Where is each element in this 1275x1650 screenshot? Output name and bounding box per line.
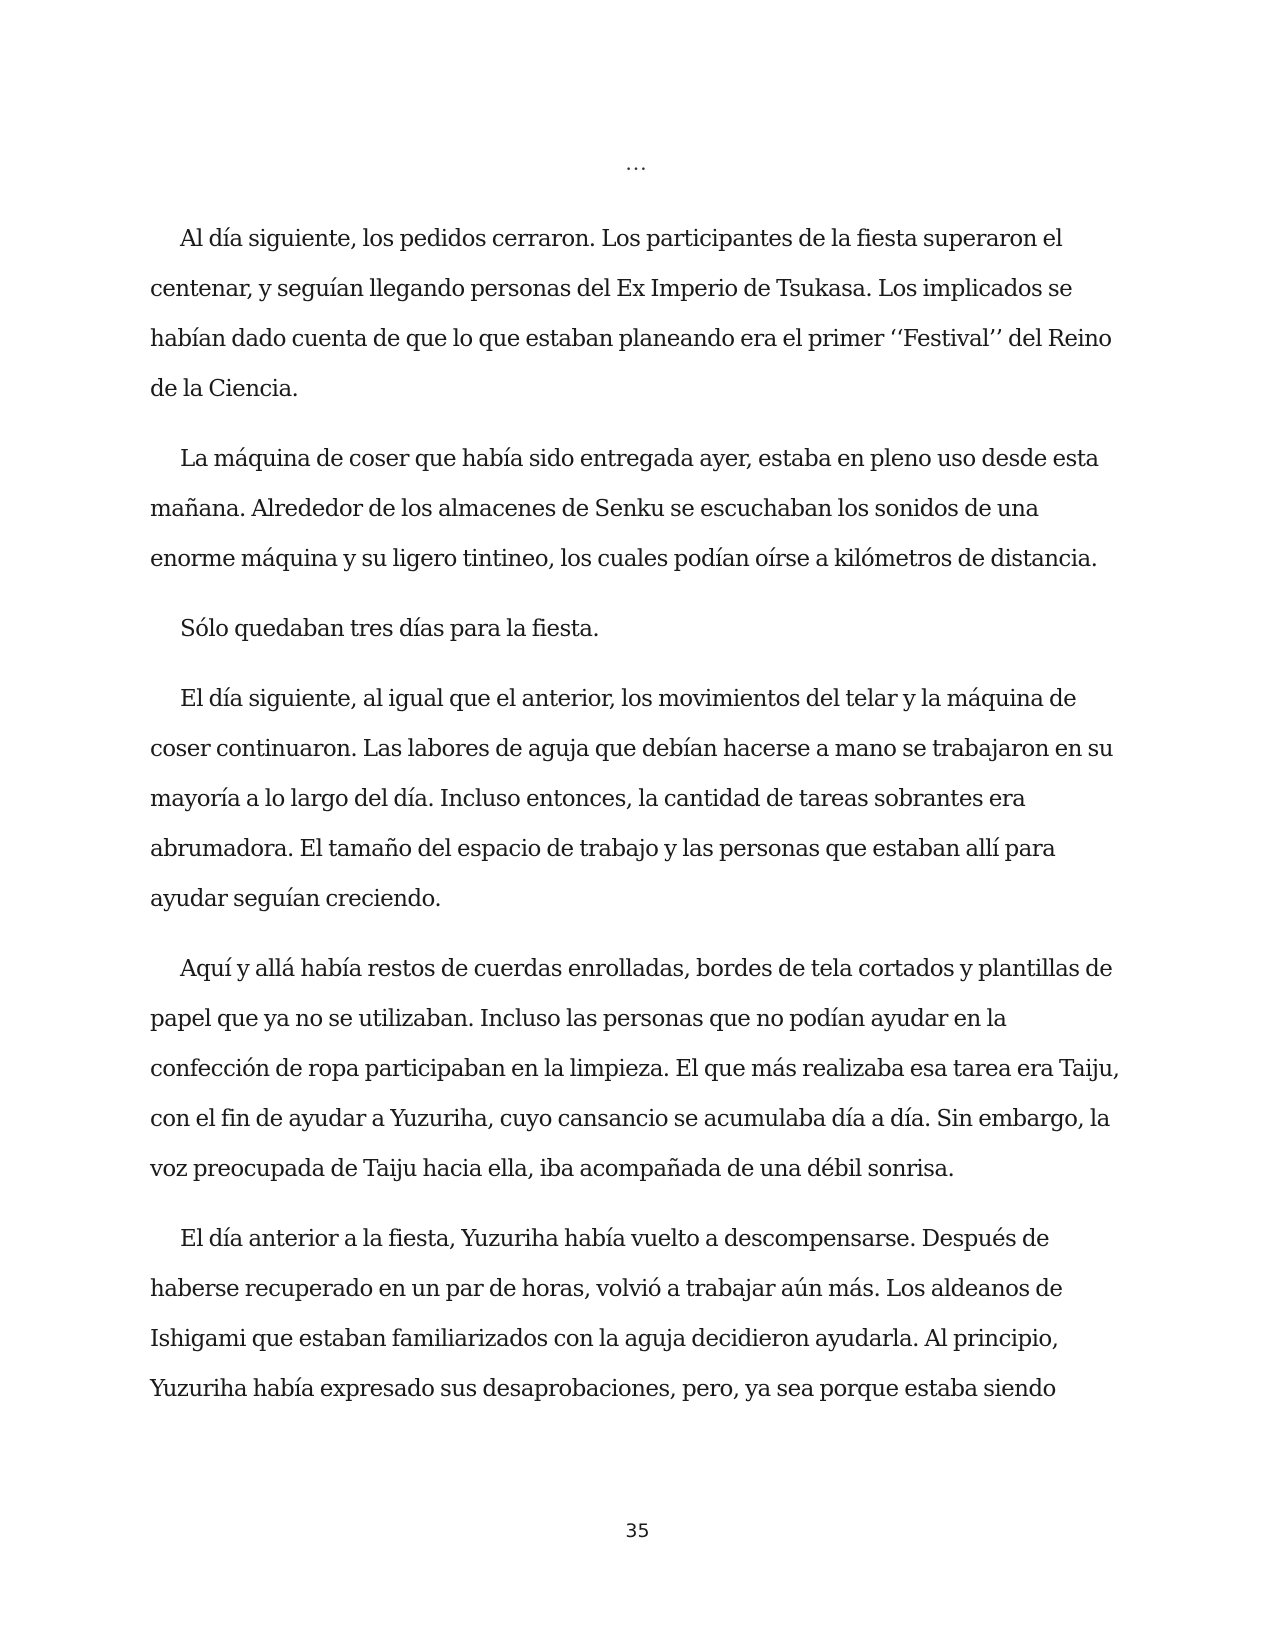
paragraph-6: El día anterior a la fiesta, Yuzuriha había vuelto a descompensarse. Después de haberse recuperado en un par de horas, volvió a trabajar aún más. Los aldeanos de Ishigami que estaban familiarizados con la aguja decidieron ayudarla. Al principio, Yuzuriha había expresado sus desaprobaciones, pero, ya sea porque estaba siendo xyxy=(150,1226,1063,1402)
paragraph-2: La máquina de coser que había sido entregada ayer, estaba en pleno uso desde esta mañana. Alrededor de los almacenes de Senku se escuchaban los sonidos de una enorme máquina y su ligero tintineo, los cuales podían oírse a kilómetros de distancia. xyxy=(150,446,1099,572)
paragraph-3: Sólo quedaban tres días para la fiesta. xyxy=(180,616,600,642)
paragraph-4: El día siguiente, al igual que el anterior, los movimientos del telar y la máquina de coser continuaron. Las labores de aguja que debían hacerse a mano se trabajaron en su mayoría a lo largo del día. Incluso entonces, la cantidad de tareas sobrantes era abrumadora. El tamaño del espacio de trabajo y las personas que estaban allí para ayudar seguían creciendo. xyxy=(150,686,1113,912)
page-number: 35 xyxy=(625,1520,650,1542)
scene-break-ellipsis: … xyxy=(625,150,650,175)
paragraph-1: Al día siguiente, los pedidos cerraron. Los participantes de la fiesta superaron el centenar, y seguían llegando personas del Ex Imperio de Tsukasa. Los implicados se habían dado cuenta de que lo que estaban planeando era el primer ‘‘Festival’’ del Reino de la Ciencia. xyxy=(150,226,1112,402)
body-text xyxy=(150,214,1126,1434)
paragraph-5: Aquí y allá había restos de cuerdas enrolladas, bordes de tela cortados y plantillas de papel que ya no se utilizaban. Incluso las personas que no podían ayudar en la confección de ropa participaban en la limpieza. El que más realizaba esa tarea era Taiju, con el fin de ayudar a Yuzuriha, cuyo cansancio se acumulaba día a día. Sin embargo, la voz preocupada de Taiju hacia ella, iba acompañada de una débil sonrisa. xyxy=(150,956,1120,1182)
